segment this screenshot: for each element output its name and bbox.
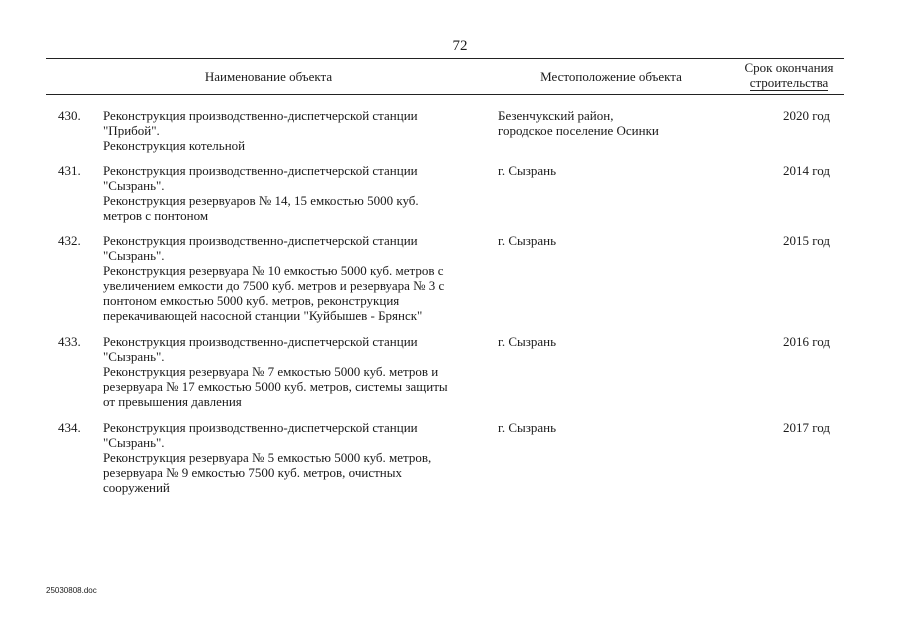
row-completion-year: 2014 год	[783, 163, 830, 178]
name-line: "Прибой".	[103, 123, 160, 138]
header-term-line2: строительства	[749, 75, 829, 90]
location-line: Безенчукский район,	[498, 108, 614, 123]
name-line: Реконструкция резервуара № 10 емкостью 5000 куб. метров с	[103, 263, 444, 278]
row-object-name	[103, 108, 488, 153]
row-object-name	[103, 334, 488, 409]
row-number: 432.	[58, 233, 81, 248]
name-line: от превышения давления	[103, 394, 242, 409]
row-object-name	[103, 233, 488, 323]
name-line: "Сызрань".	[103, 435, 165, 450]
location-line: г. Сызрань	[498, 233, 557, 248]
page-number: 72	[452, 38, 468, 54]
footer-filename: 25030808.doc	[46, 586, 97, 595]
row-number: 430.	[58, 108, 81, 123]
row-object-location	[498, 163, 718, 178]
location-line: городское поселение Осинки	[498, 123, 659, 138]
header-term-line1: Срок окончания	[744, 60, 834, 75]
name-line: "Сызрань".	[103, 349, 165, 364]
name-line: резервуара № 17 емкостью 5000 куб. метров, системы защиты	[103, 379, 448, 394]
name-line: "Сызрань".	[103, 178, 165, 193]
name-line: Реконструкция резервуаров № 14, 15 емкостью 5000 куб.	[103, 193, 419, 208]
table-header	[46, 58, 844, 95]
row-object-location	[498, 233, 718, 248]
row-object-name	[103, 163, 488, 223]
name-line: Реконструкция производственно-диспетчерской станции	[103, 334, 418, 349]
location-line: г. Сызрань	[498, 420, 557, 435]
name-line: понтоном емкостью 5000 куб. метров, реконструкция	[103, 293, 400, 308]
name-line: метров с понтоном	[103, 208, 209, 223]
name-line: Реконструкция производственно-диспетчерской станции	[103, 420, 418, 435]
row-number: 433.	[58, 334, 81, 349]
name-line: Реконструкция резервуара № 7 емкостью 5000 куб. метров и	[103, 364, 439, 379]
row-number: 434.	[58, 420, 81, 435]
row-object-location	[498, 420, 718, 435]
name-line: перекачивающей насосной станции "Куйбышев - Брянск"	[103, 308, 423, 323]
row-completion-year: 2017 год	[783, 420, 830, 435]
row-completion-year: 2015 год	[783, 233, 830, 248]
row-completion-year: 2016 год	[783, 334, 830, 349]
name-line: Реконструкция производственно-диспетчерской станции	[103, 163, 418, 178]
name-line: Реконструкция котельной	[103, 138, 246, 153]
name-line: резервуара № 9 емкостью 7500 куб. метров, очистных	[103, 465, 402, 480]
name-line: Реконструкция резервуара № 5 емкостью 5000 куб. метров,	[103, 450, 432, 465]
name-line: Реконструкция производственно-диспетчерской станции	[103, 233, 418, 248]
name-line: увеличением емкости до 7500 куб. метров и резервуара № 3 с	[103, 278, 445, 293]
name-line: Реконструкция производственно-диспетчерской станции	[103, 108, 418, 123]
header-completion-term	[734, 60, 844, 90]
row-number: 431.	[58, 163, 81, 178]
name-line: сооружений	[103, 480, 170, 495]
row-object-location	[498, 334, 718, 349]
location-line: г. Сызрань	[498, 334, 557, 349]
location-line: г. Сызрань	[498, 163, 557, 178]
row-object-location	[498, 108, 718, 138]
row-completion-year: 2020 год	[783, 108, 830, 123]
header-object-name: Наименование объекта	[204, 69, 333, 84]
row-object-name	[103, 420, 488, 495]
header-object-location: Местоположение объекта	[540, 69, 682, 84]
name-line: "Сызрань".	[103, 248, 165, 263]
